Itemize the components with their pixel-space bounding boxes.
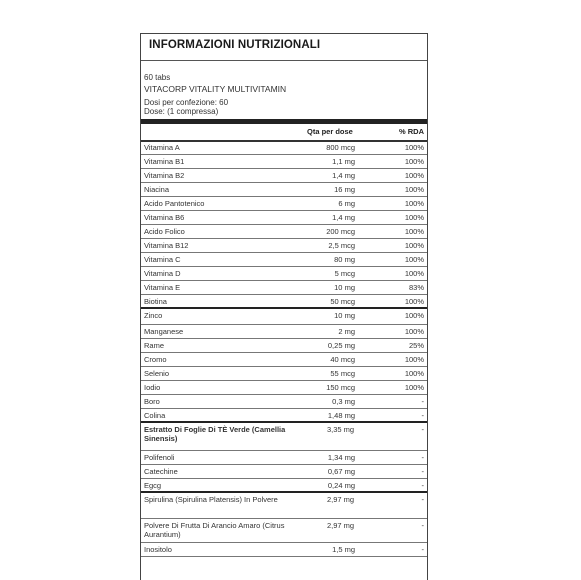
nutrient-rda: 100% [404, 157, 424, 166]
nutrient-quantity: 55 mcg [330, 369, 355, 378]
nutrient-quantity: 5 mcg [334, 269, 355, 278]
nutrient-rda: - [421, 453, 424, 462]
nutrient-row [141, 211, 427, 225]
tabs-count: 60 tabs [144, 73, 171, 82]
nutrient-name: Vitamina C [144, 255, 181, 264]
title-divider [141, 60, 427, 61]
nutrient-quantity: 16 mg [334, 185, 355, 194]
nutrient-rda: 83% [408, 283, 424, 292]
nutrient-quantity: 800 mcg [326, 143, 355, 152]
nutrient-quantity: 6 mg [338, 199, 355, 208]
nutrient-name: Vitamina B2 [144, 171, 185, 180]
nutrient-name: Vitamina E [144, 283, 181, 292]
nutrient-name: Inositolo [144, 545, 172, 554]
nutrient-row [141, 183, 427, 197]
nutrient-name: Cromo [144, 355, 167, 364]
nutrient-quantity: 2,5 mcg [328, 241, 355, 250]
nutrient-rda: - [421, 425, 424, 434]
nutrient-name: Acido Pantotenico [144, 199, 205, 208]
nutrient-rda: 100% [404, 327, 424, 336]
nutrient-row [141, 281, 427, 295]
nutrient-row [141, 155, 427, 169]
nutrient-rda: - [421, 495, 424, 504]
nutrient-name: Selenio [144, 369, 170, 378]
nutrient-quantity: 0,67 mg [327, 467, 355, 476]
nutrient-name: Biotina [144, 297, 167, 306]
nutrient-quantity: 40 mcg [330, 355, 355, 364]
nutrient-name: Vitamina A [144, 143, 180, 152]
nutrient-quantity: 80 mg [334, 255, 355, 264]
nutrient-rda: 100% [404, 383, 424, 392]
nutrient-name: Iodio [144, 383, 161, 392]
nutrient-name: Spirulina (Spirulina Platensis) In Polvere [144, 495, 278, 504]
nutrient-quantity: 1,48 mg [327, 411, 355, 420]
nutrient-rda: 100% [404, 311, 424, 320]
nutrient-rda: 100% [404, 241, 424, 250]
header-divider [141, 119, 427, 124]
nutrient-quantity: 1,5 mg [332, 545, 355, 554]
column-header-qty: Qta per dose [307, 127, 353, 136]
nutrient-row [141, 367, 427, 381]
nutrient-name: Acido Folico [144, 227, 185, 236]
nutrient-row [141, 423, 427, 451]
nutrient-rda: 100% [404, 143, 424, 152]
nutrient-name: Rame [144, 341, 165, 350]
nutrient-quantity: 3,35 mg [327, 425, 355, 434]
nutrient-rda: 100% [404, 355, 424, 364]
nutrient-row [141, 325, 427, 339]
nutrient-table [141, 141, 427, 557]
nutrient-row [141, 409, 427, 423]
nutrient-rda: 100% [404, 269, 424, 278]
nutrient-quantity: 2,97 mg [327, 521, 355, 530]
nutrient-name: Niacina [144, 185, 170, 194]
nutrient-name: Boro [144, 397, 160, 406]
nutrient-rda: 100% [404, 171, 424, 180]
nutrient-row [141, 169, 427, 183]
nutrient-row [141, 239, 427, 253]
nutrient-name: Polifenoli [144, 453, 175, 462]
nutrient-quantity: 150 mcg [326, 383, 355, 392]
nutrient-row [141, 395, 427, 409]
nutrient-row [141, 339, 427, 353]
nutrient-quantity: 50 mcg [330, 297, 355, 306]
nutrient-row [141, 465, 427, 479]
product-name: VITACORP VITALITY MULTIVITAMIN [144, 84, 287, 94]
nutrient-rda: - [421, 521, 424, 530]
nutrient-quantity: 1,4 mg [332, 171, 355, 180]
nutrient-row [141, 381, 427, 395]
nutrient-rda: 100% [404, 199, 424, 208]
nutrient-rda: 100% [404, 255, 424, 264]
nutrient-quantity: 1,4 mg [332, 213, 355, 222]
nutrient-rda: - [421, 411, 424, 420]
nutrient-name: Estratto Di Foglie Di TÈ Verde (Camellia Sinensis) [144, 425, 286, 443]
nutrient-row [141, 451, 427, 465]
nutrient-rda: 100% [404, 297, 424, 306]
nutrient-name: Polvere Di Frutta Di Arancio Amaro (Citrus Aurantium) [144, 521, 285, 539]
nutrient-row [141, 141, 427, 155]
nutrition-label [140, 33, 428, 580]
serving-size: Dose: (1 compressa) [144, 107, 219, 116]
nutrient-row [141, 493, 427, 519]
nutrient-name: Catechine [144, 467, 178, 476]
nutrient-name: Egcg [144, 481, 162, 490]
nutrient-quantity: 10 mg [334, 311, 355, 320]
nutrient-row [141, 519, 427, 543]
nutrient-quantity: 1,34 mg [327, 453, 355, 462]
nutrient-rda: - [421, 545, 424, 554]
servings-per-container: Dosi per confezione: 60 [144, 98, 229, 107]
nutrient-name: Vitamina B12 [144, 241, 189, 250]
nutrient-row [141, 543, 427, 557]
nutrient-name: Zinco [144, 311, 163, 320]
nutrient-name: Vitamina B6 [144, 213, 185, 222]
nutrient-row [141, 353, 427, 367]
nutrient-row [141, 267, 427, 281]
nutrient-rda: 100% [404, 185, 424, 194]
label-title: INFORMAZIONI NUTRIZIONALI [149, 39, 321, 51]
nutrient-row [141, 479, 427, 493]
nutrient-quantity: 1,1 mg [332, 157, 355, 166]
nutrient-row [141, 225, 427, 239]
nutrient-rda: 100% [404, 213, 424, 222]
nutrient-row [141, 253, 427, 267]
nutrient-name: Colina [144, 411, 166, 420]
nutrient-quantity: 2,97 mg [327, 495, 355, 504]
nutrient-rda: 25% [408, 341, 424, 350]
nutrient-rda: - [421, 481, 424, 490]
nutrient-quantity: 200 mcg [326, 227, 355, 236]
nutrient-quantity: 0,3 mg [332, 397, 355, 406]
nutrient-name: Vitamina B1 [144, 157, 185, 166]
nutrient-row [141, 295, 427, 309]
nutrient-name: Vitamina D [144, 269, 181, 278]
nutrient-rda: 100% [404, 369, 424, 378]
nutrient-name: Manganese [144, 327, 184, 336]
nutrient-rda: - [421, 467, 424, 476]
nutrient-quantity: 10 mg [334, 283, 355, 292]
column-header-rda: % RDA [398, 127, 424, 136]
nutrient-row [141, 197, 427, 211]
nutrient-rda: 100% [404, 227, 424, 236]
nutrient-quantity: 2 mg [338, 327, 355, 336]
nutrient-rda: - [421, 397, 424, 406]
nutrient-row [141, 309, 427, 325]
nutrient-quantity: 0,24 mg [327, 481, 355, 490]
nutrient-quantity: 0,25 mg [327, 341, 355, 350]
